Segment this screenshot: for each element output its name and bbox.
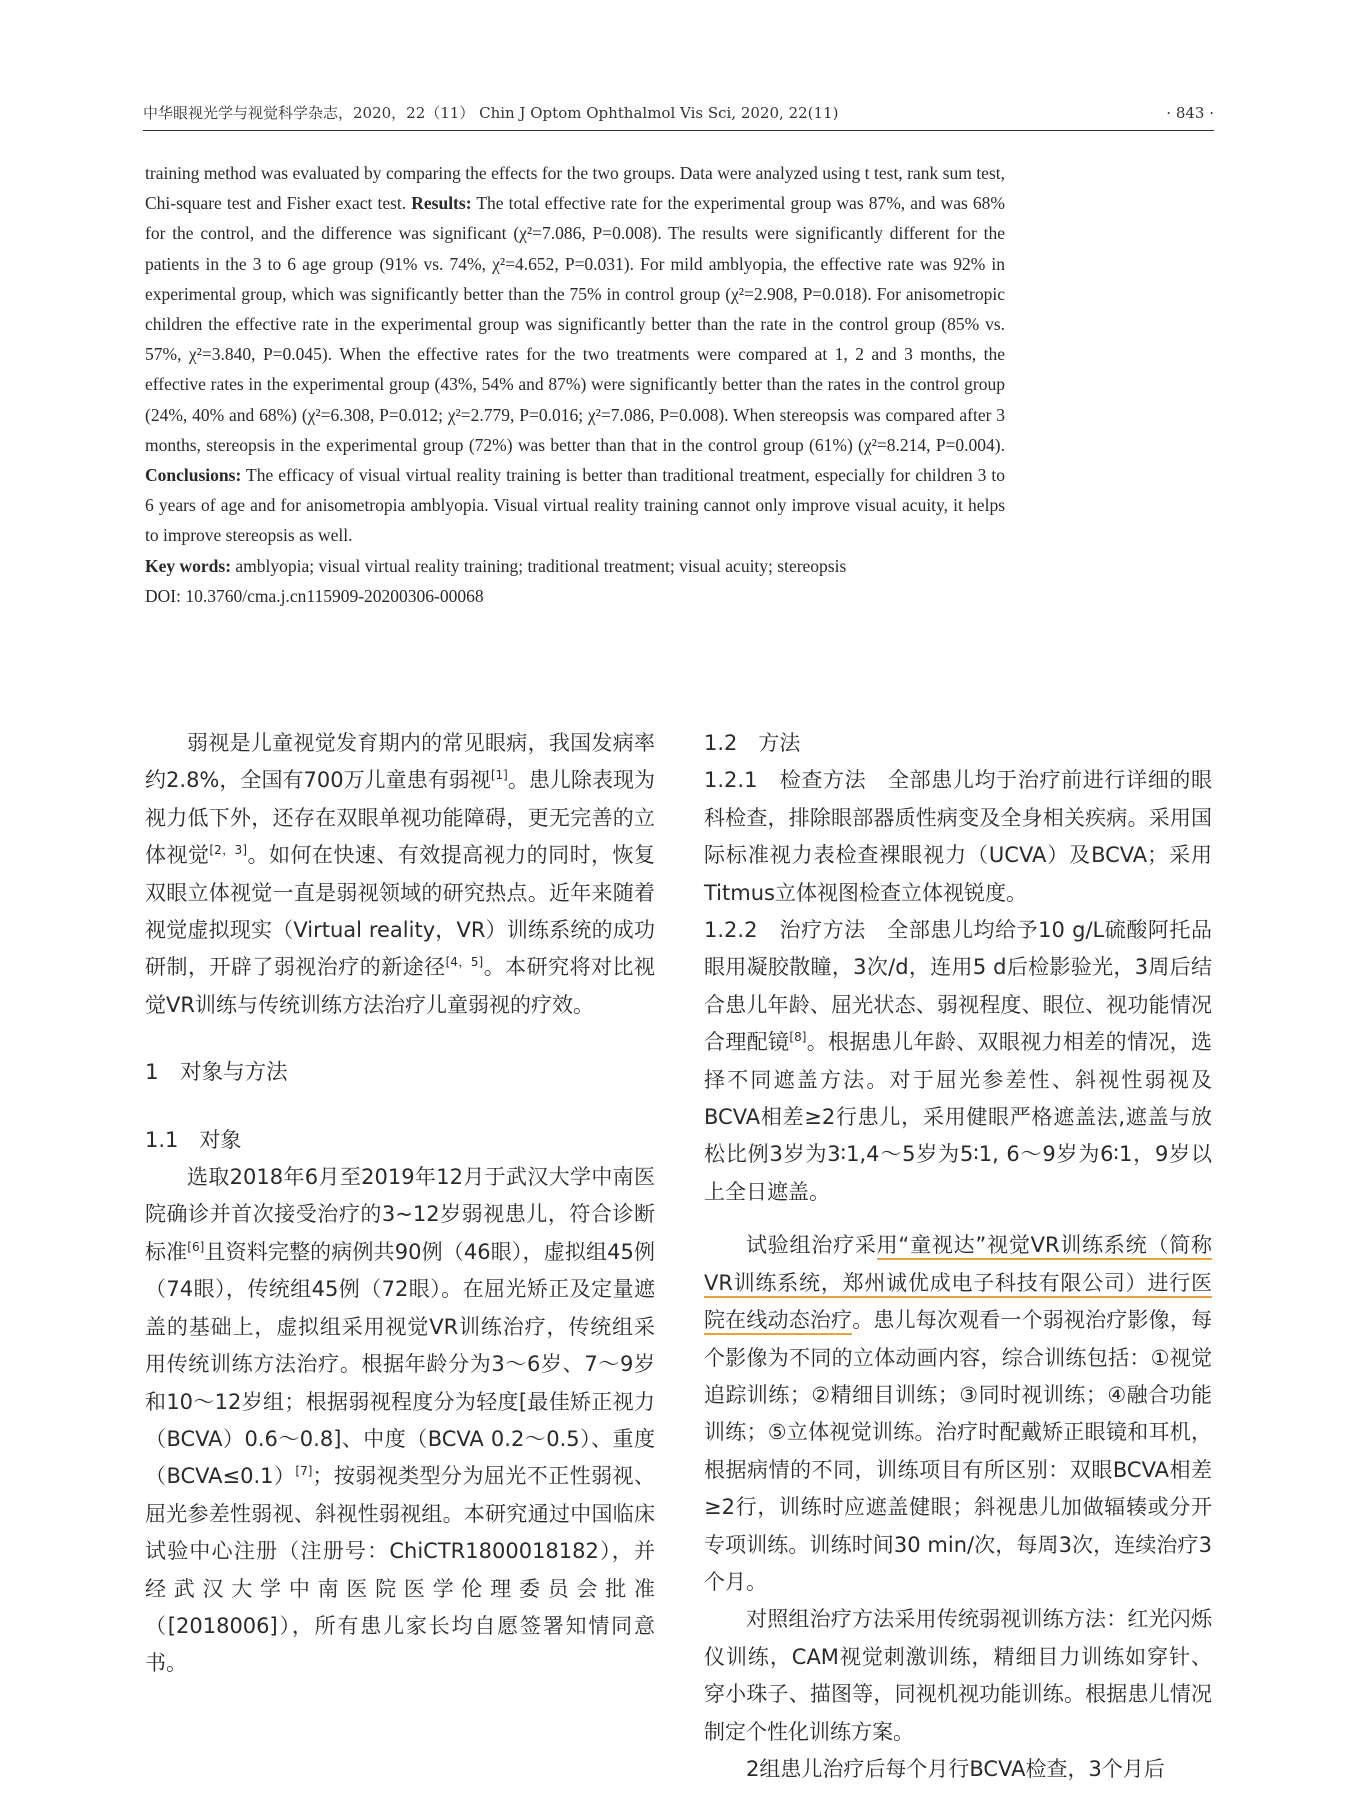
page-number: · 843 · [1166, 104, 1214, 122]
results-text: The total effective rate for the experimental group was 87%, and was 68% for the control, and the difference was significant (χ²=7.086, P=0.008). The results were significantly different for the patients in the 3 to 6 age group (91% vs. 74%, χ²=4.652, P=0.031). For mild amblyopia, the effective rate was 92% in experimental group, which was significantly better than the 75% in control group (χ²=2.908, P=0.018). For anisometropic children the effective rate in the experimental group was significantly better than the rate in the control group (85% vs. 57%, χ²=3.840, P=0.045). When the effective rates for the two treatments were compared at 1, 2 and 3 months, the effective rates in the experimental group (43%, 54% and 87%) were significantly better than the rates in the control group (24%, 40% and 68%) (χ²=6.308, P=0.012; χ²=2.779, P=0.016; χ²=7.086, P=0.008). When stereopsis was compared after 3 months, stereopsis in the experimental group (72%) was better than that in the control group (61%) (χ²=8.214, P=0.004). [145, 193, 1006, 455]
keywords-label: Key words: [145, 555, 232, 576]
right-column [704, 725, 1212, 1788]
experimental-paragraph [704, 1227, 1212, 1601]
treatment-text-b: 。根据患儿年龄、双眼视力相差的情况，选择不同遮盖方法。对于屈光参差性、斜视性弱视及BCVA相差≥2行患儿，采用健眼严格遮盖法,遮盖与放松比例3岁为3∶1,4～5岁为5∶1, 6～9岁为6∶1，9岁以上全日遮盖。 [704, 1030, 1213, 1204]
experimental-text-pre: 试验组治疗采 [746, 1233, 877, 1258]
methods-tail: training method was evaluated by comparing the effects for the two groups. Data were analyzed using t test, rank sum test, Chi-square test and Fisher exact test. [145, 163, 1005, 214]
intro-text-d: 。本研究将对比视觉VR训练与传统训练方法治疗儿童弱视的疗效。 [145, 955, 656, 1017]
subjects-text-b: 且资料完整的病例共90例（46眼），虚拟组45例（74眼），传统组45例（72眼）。在屈光矫正及定量遮盖的基础上，虚拟组采用视觉VR训练治疗，传统组采用传统训练方法治疗。根据年龄分为3～6岁、7～9岁和10～12岁组；根据弱视程度分为轻度[最佳矫正视力（BCVA）0.6～0.8]、中度（BCVA 0.2～0.5）、重度（BCVA≤0.1） [145, 1239, 655, 1489]
section-heading-1-2: 1.2 方法 [704, 731, 801, 755]
intro-text-a: 弱视是儿童视觉发育期内的常见眼病，我国发病率约2.8%，全国有700万儿童患有弱视 [145, 731, 655, 793]
subjects-paragraph [145, 1159, 655, 1683]
conclusions-label: Conclusions: [145, 465, 242, 486]
treatment-paragraph [704, 912, 1212, 1211]
running-header [143, 100, 1214, 131]
citation-ref: [2，3] [209, 843, 248, 858]
section-heading-1-1: 1.1 对象 [145, 1127, 242, 1152]
left-column [145, 725, 655, 1683]
section-heading-1: 1 对象与方法 [145, 1060, 288, 1086]
control-paragraph: 对照组治疗方法采用传统弱视训练方法：红光闪烁仪训练，CAM视觉刺激训练，精细目力训练如穿针、穿小珠子、描图等，同视机视功能训练。根据患儿情况制定个性化训练方案。 [704, 1607, 1212, 1744]
citation-ref: [7] [295, 1464, 313, 1479]
intro-paragraph [145, 725, 655, 1024]
keywords-line [145, 551, 1005, 581]
subjects-text-a: 选取2018年6月至2019年12月于武汉大学中南医院确诊并首次接受治疗的3~12岁弱视患儿，符合诊断标准 [145, 1165, 655, 1264]
conclusions-text: The efficacy of visual virtual reality training is better than traditional treatment, especially for children 3 to 6 years of age and for anisometropia amblyopia. Visual virtual reality training cannot only improve visual acuity, it helps to improve stereopsis as well. [145, 465, 1005, 546]
doi-line: DOI: 10.3760/cma.j.cn115909-20200306-00068 [145, 585, 484, 606]
highlight-underline: 进行医院在线动态治疗 [704, 1271, 1212, 1335]
journal-citation: 中华眼视光学与视觉科学杂志，2020，22（11） Chin J Optom Ophthalmol Vis Sci, 2020, 22(11) [143, 104, 839, 122]
intro-text-b: 。患儿除表现为视力低下外，还存在双眼单视功能障碍，更无完善的立体视觉 [145, 768, 655, 868]
citation-ref: [1] [490, 768, 508, 783]
highlight-underline: 用“童视达”视觉VR训练系统 [877, 1233, 1148, 1260]
citation-ref: [6] [187, 1239, 205, 1254]
results-label: Results: [411, 193, 472, 214]
citation-ref: [4，5] [445, 955, 484, 970]
treatment-text-a: 1.2.2 治疗方法 全部患儿均给予10 g/L硫酸阿托品眼用凝胶散瞳，3次/d，连用5 d后检影验光，3周后结合患儿年龄、屈光状态、弱视程度、眼位、视功能情况合理配镜 [704, 918, 1212, 1055]
citation-ref: [8] [789, 1030, 807, 1045]
highlight-underline: （简称VR训练系统，郑州诚优成电子科技有限公司） [704, 1233, 1212, 1297]
exam-paragraph: 1.2.1 检查方法 全部患儿均于治疗前进行详细的眼科检查，排除眼部器质性病变及全身相关疾病。采用国际标准视力表检查裸眼视力（UCVA）及BCVA；采用Titmus立体视图检查立体视锐度。 [704, 768, 1212, 905]
subjects-text-c: ；按弱视类型分为屈光不正性弱视、屈光参差性弱视、斜视性弱视组。本研究通过中国临床试验中心注册（注册号：ChiCTR1800018182），并经武汉大学中南医院医学伦理委员会批准（[2018006]），所有患儿家长均自愿签署知情同意书。 [145, 1464, 655, 1676]
english-abstract [145, 158, 1005, 611]
experimental-text-post: 。患儿每次观看一个弱视治疗影像，每个影像为不同的立体动画内容，综合训练包括：①视觉追踪训练；②精细目训练；③同时视训练；④融合功能训练；⑤立体视觉训练。治疗时配戴矫正眼镜和耳机，根据病情的不同，训练项目有所区别：双眼BCVA相差≥2行，训练时应遮盖健眼；斜视患儿加做辐辏或分开专项训练。训练时间30 min/次，每周3次，连续治疗3个月。 [704, 1308, 1212, 1594]
keywords-text: amblyopia; visual virtual reality training; traditional treatment; visual acuity; stereopsis [235, 555, 847, 576]
followup-paragraph: 2组患儿治疗后每个月行BCVA检查，3个月后 [746, 1756, 1165, 1781]
abstract-text [145, 158, 1005, 551]
intro-text-c: 。如何在快速、有效提高视力的同时，恢复双眼立体视觉一直是弱视领域的研究热点。近年来随着视觉虚拟现实（Virtual reality，VR）训练系统的成功研制，开辟了弱视治疗的新途径 [145, 843, 656, 980]
